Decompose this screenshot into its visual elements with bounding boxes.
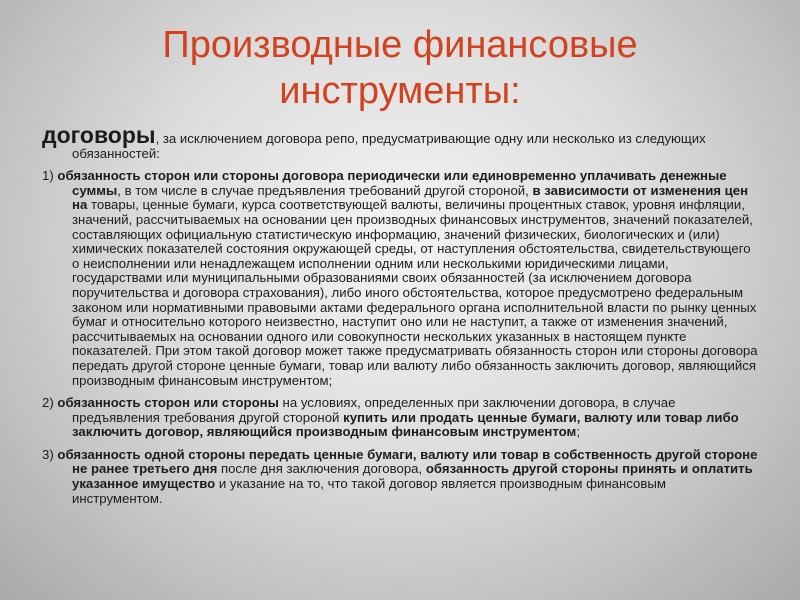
item-3-text-2: после дня заключения договора, [217, 461, 426, 477]
slide-title [0, 22, 800, 114]
intro-lead: договоры [42, 122, 156, 148]
item-2-text-3: ; [576, 424, 580, 440]
item-2-text-2: на условиях, определенных при заключении договора, в случае предъявления требования другой стороной [72, 395, 676, 425]
item-1-text-3: товары, ценные бумаги, курса соответствующей валюты, величины процентных ставок, уровня инфляции, значений, рассчитываемых на основании цен производных финансовых инструментов, значений показателей, составляющих официальную статистическую информацию, значений физических, биологических и (или) химических показателей состояния окружающей среды, от наступления обстоятельства, свидетельствующего о неисполнении или ненадлежащем исполнении одним или несколькими юридическими лицами, государствами или муниципальными образованиями своих обязанностей (за исключением договора поручительства и договора страхования), либо иного обстоятельства, которое предусмотрено федеральным законом или нормативными правовыми актами федерального органа исполнительной власти по рынку ценных бумаг и относительно которого неизвестно, наступит оно или не наступит, а также от изменения значений, рассчитываемых на основании одного или совокупности нескольких указанных в настоящем пункте показателей. При этом такой договор может также предусматривать обязанность сторон или стороны договора передать другой стороне ценные бумаги, товар или валюту либо обязанность заключить договор, являющийся производным финансовым инструментом; [72, 197, 758, 388]
intro-text: , за исключением договора репо, предусматривающие одну или несколько из следующих обязанностей: [72, 131, 706, 161]
item-3-paragraph [42, 448, 758, 506]
title-line-2: инструменты: [279, 70, 521, 112]
item-2-bold-1: обязанность сторон или стороны [57, 395, 279, 411]
item-1-bold-2: в зависимости от изменения цен на [72, 182, 749, 213]
item-2-bold-2: купить или продать ценные бумаги, валюту или товар либо заключить договор, являющийся производным финансовым инструментом [72, 409, 739, 440]
item-2-paragraph [42, 396, 758, 440]
item-2-number: 2) [42, 395, 58, 411]
item-1-paragraph [42, 169, 758, 388]
title-line-1: Производные финансовые [162, 24, 638, 66]
item-3-text-3: и указание на то, что такой договор является производным финансовым инструментом. [72, 476, 666, 506]
slide-body [42, 122, 758, 514]
item-1-bold-1: обязанность сторон или стороны договора периодически или единовременно уплачивать денежные суммы [57, 168, 727, 198]
item-1-number: 1) [42, 168, 58, 184]
item-3-bold-1: обязанность одной стороны передать ценные бумаги, валюту или товар в собственность другой стороне не ранее третьего дня [57, 446, 758, 477]
item-1-text-2: , в том числе в случае предъявления требований другой стороной, [117, 182, 533, 198]
item-3-number: 3) [42, 446, 58, 462]
intro-paragraph [42, 122, 758, 161]
item-3-bold-2: обязанность другой стороны принять и оплатить указанное имущество [72, 461, 753, 492]
